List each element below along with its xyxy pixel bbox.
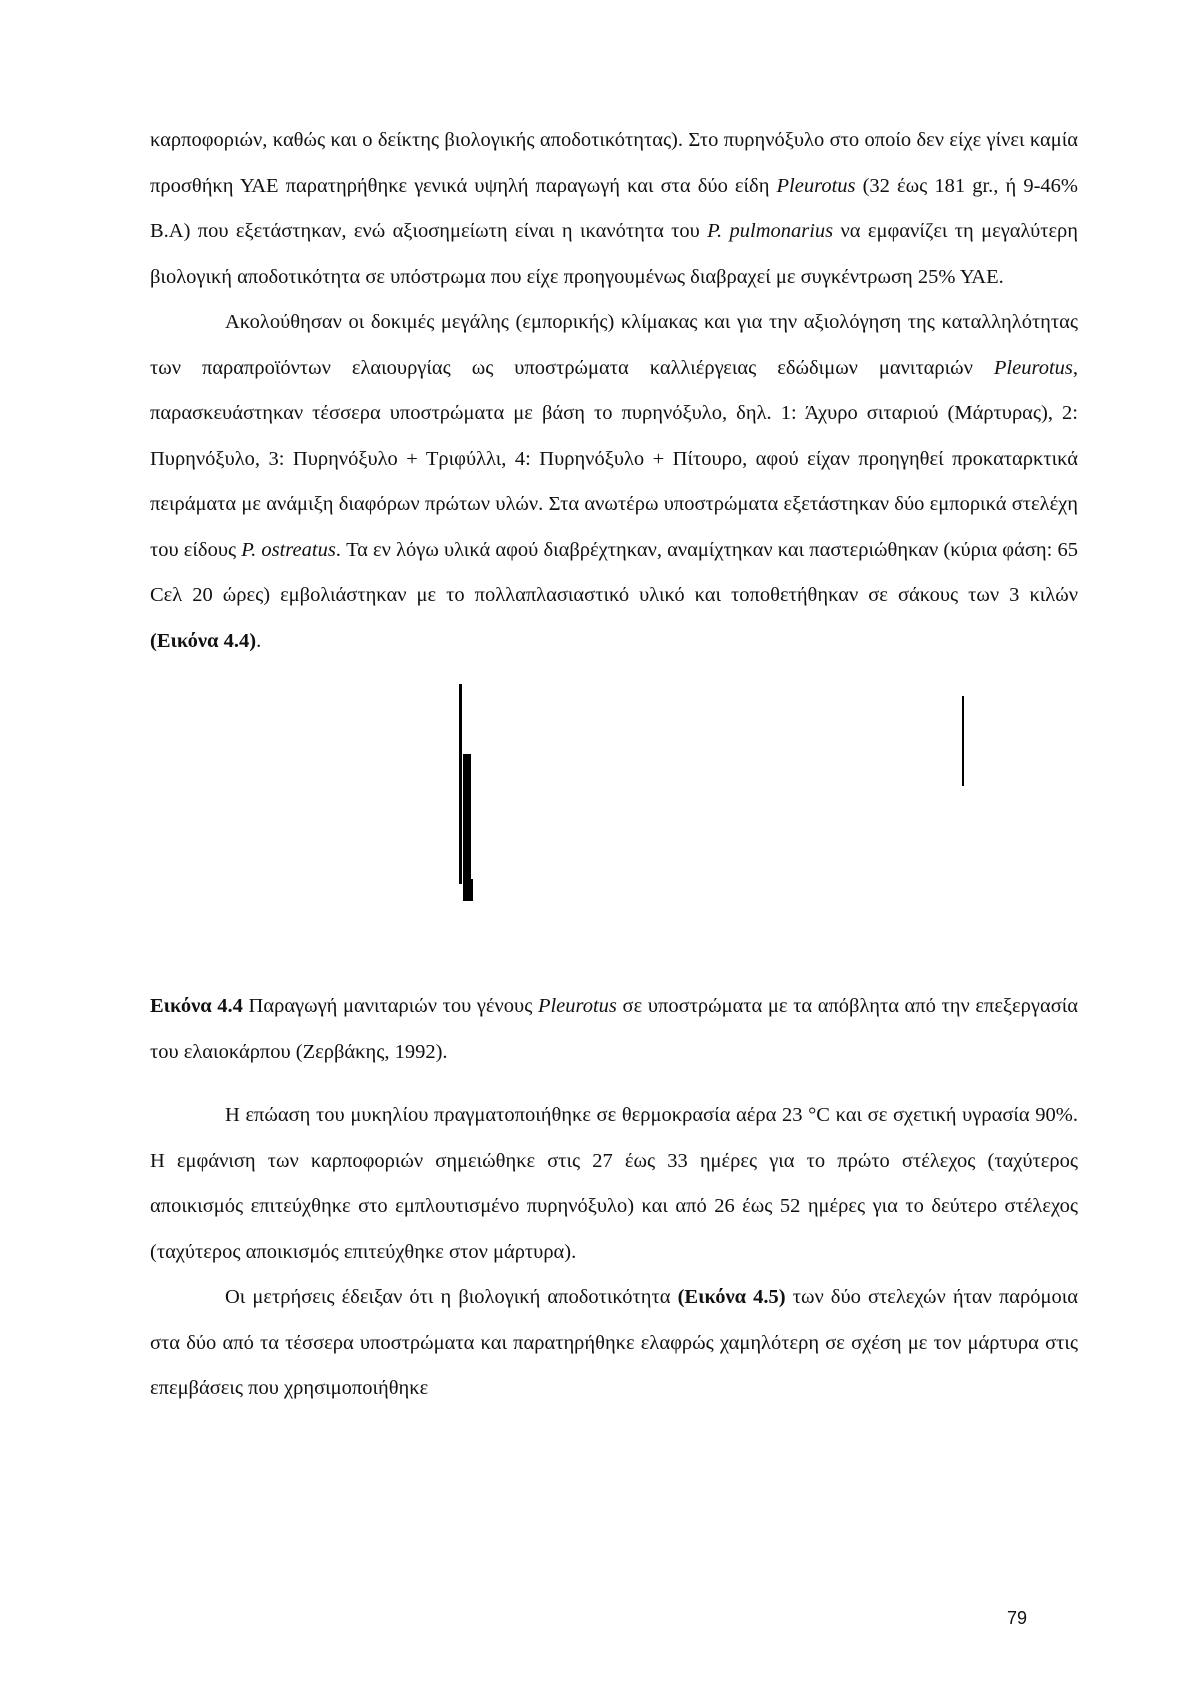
figure-4-4 bbox=[150, 684, 1078, 984]
text-run: . Τα εν λόγω υλικά αφού διαβρέχτηκαν, αναμίχτηκαν και παστεριώθηκαν (κύρια φάση: 65 Cελ 20 ώρες) εμβολιάστηκαν με το πολλαπλασιαστικό υλικό και τοποθετήθηκαν σε σάκους των 3 κιλών bbox=[150, 538, 1078, 606]
figure-mark-left-thin bbox=[459, 684, 462, 884]
figure-caption bbox=[150, 984, 1078, 1075]
species-name: P. ostreatus bbox=[241, 538, 336, 561]
figure-mark-left-bar bbox=[463, 754, 471, 899]
paragraph-2 bbox=[150, 300, 1078, 664]
species-name: Pleurotus bbox=[537, 995, 617, 1017]
text-run: των δύο στελεχών ήταν παρόμοια στα δύο από τα τέσσερα υποστρώματα και παρατηρήθηκε ελαφρώς χαμηλότερη σε σχέση με τον μάρτυρα στις επεμβάσεις που χρησιμοποιήθηκε bbox=[150, 1286, 1079, 1399]
species-name: P. pulmonarius bbox=[707, 220, 834, 242]
paragraph-1 bbox=[150, 118, 1078, 300]
text-run: Οι μετρήσεις έδειξαν ότι η βιολογική αποδοτικότητα bbox=[225, 1286, 678, 1308]
page-body bbox=[150, 118, 1078, 1412]
figure-mark-right-line bbox=[962, 696, 964, 786]
text-run: (32 έως 181 gr., ή 9-46% B.A) που εξετάστηκαν, ενώ αξιοσημείωτη είναι η ικανότητα του bbox=[150, 174, 1078, 242]
text-run: σε υποστρώματα με τα απόβλητα από την επεξεργασία του ελαιοκάρπου (Ζερβάκης, 1992). bbox=[150, 995, 1079, 1063]
species-name: Pleurotus bbox=[993, 356, 1073, 379]
figure-reference: (Εικόνα 4.4) bbox=[150, 629, 257, 652]
text-run: καρποφοριών, καθώς και ο δείκτης βιολογικής αποδοτικότητας). Στο πυρηνόξυλο στο οποίο δεν είχε γίνει καμία προσθήκη ΥΑΕ παρατηρήθηκε γενικά υψηλή παραγωγή και στα δύο είδη bbox=[150, 129, 1078, 197]
text-run: Ακολούθησαν οι δοκιμές μεγάλης (εμπορικής) κλίμακας και για την αξιολόγηση της καταλληλότητας των παραπροϊόντων ελαιουργίας ως υποστρώματα καλλιέργειας εδώδιμων μανιταριών bbox=[150, 311, 1078, 379]
figure-reference: (Εικόνα 4.5) bbox=[677, 1286, 786, 1308]
paragraph-4 bbox=[150, 1275, 1078, 1412]
text-run: να εμφανίζει τη μεγαλύτερη βιολογική αποδοτικότητα σε υπόστρωμα που είχε προηγουμένως διαβραχεί με συγκέντρωση 25% ΥΑΕ. bbox=[150, 220, 1079, 288]
figure-mark-left-foot bbox=[463, 879, 473, 901]
text-run: Η επώαση του μυκηλίου πραγματοποιήθηκε σε θερμοκρασία αέρα 23 °C και σε σχετική υγρασία 90%. Η εμφάνιση των καρποφοριών σημειώθηκε στις 27 έως 33 ημέρες για το πρώτο στέλεχος (ταχύτερος αποικισμός επιτεύχθηκε στο εμπλουτισμένο πυρηνόξυλο) και από 26 έως 52 ημέρες για το δεύτερο στέλεχος (ταχύτερος αποικισμός επιτεύχθηκε στον μάρτυρα). bbox=[150, 1104, 1078, 1263]
text-run: Παραγωγή μανιταριών του γένους bbox=[242, 995, 538, 1017]
paragraph-3 bbox=[150, 1093, 1078, 1275]
caption-label: Εικόνα 4.4 bbox=[150, 995, 243, 1017]
text-run: . bbox=[256, 629, 262, 652]
species-name: Pleurotus bbox=[776, 174, 856, 197]
page-number: 79 bbox=[1007, 1608, 1028, 1628]
text-run: , παρασκευάστηκαν τέσσερα υποστρώματα με βάση το πυρηνόξυλο, δηλ. 1: Άχυρο σιταριού (Μάρτυρας), 2: Πυρηνόξυλο, 3: Πυρηνόξυλο + Τριφύλλι, 4: Πυρηνόξυλο + Πίτουρο, αφού είχαν προηγηθεί προκαταρκτικά πειράματα με ανάμιξη διαφόρων πρώτων υλών. Στα ανωτέρω υποστρώματα εξετάστηκαν δύο εμπορικά στελέχη του είδους bbox=[150, 356, 1078, 561]
